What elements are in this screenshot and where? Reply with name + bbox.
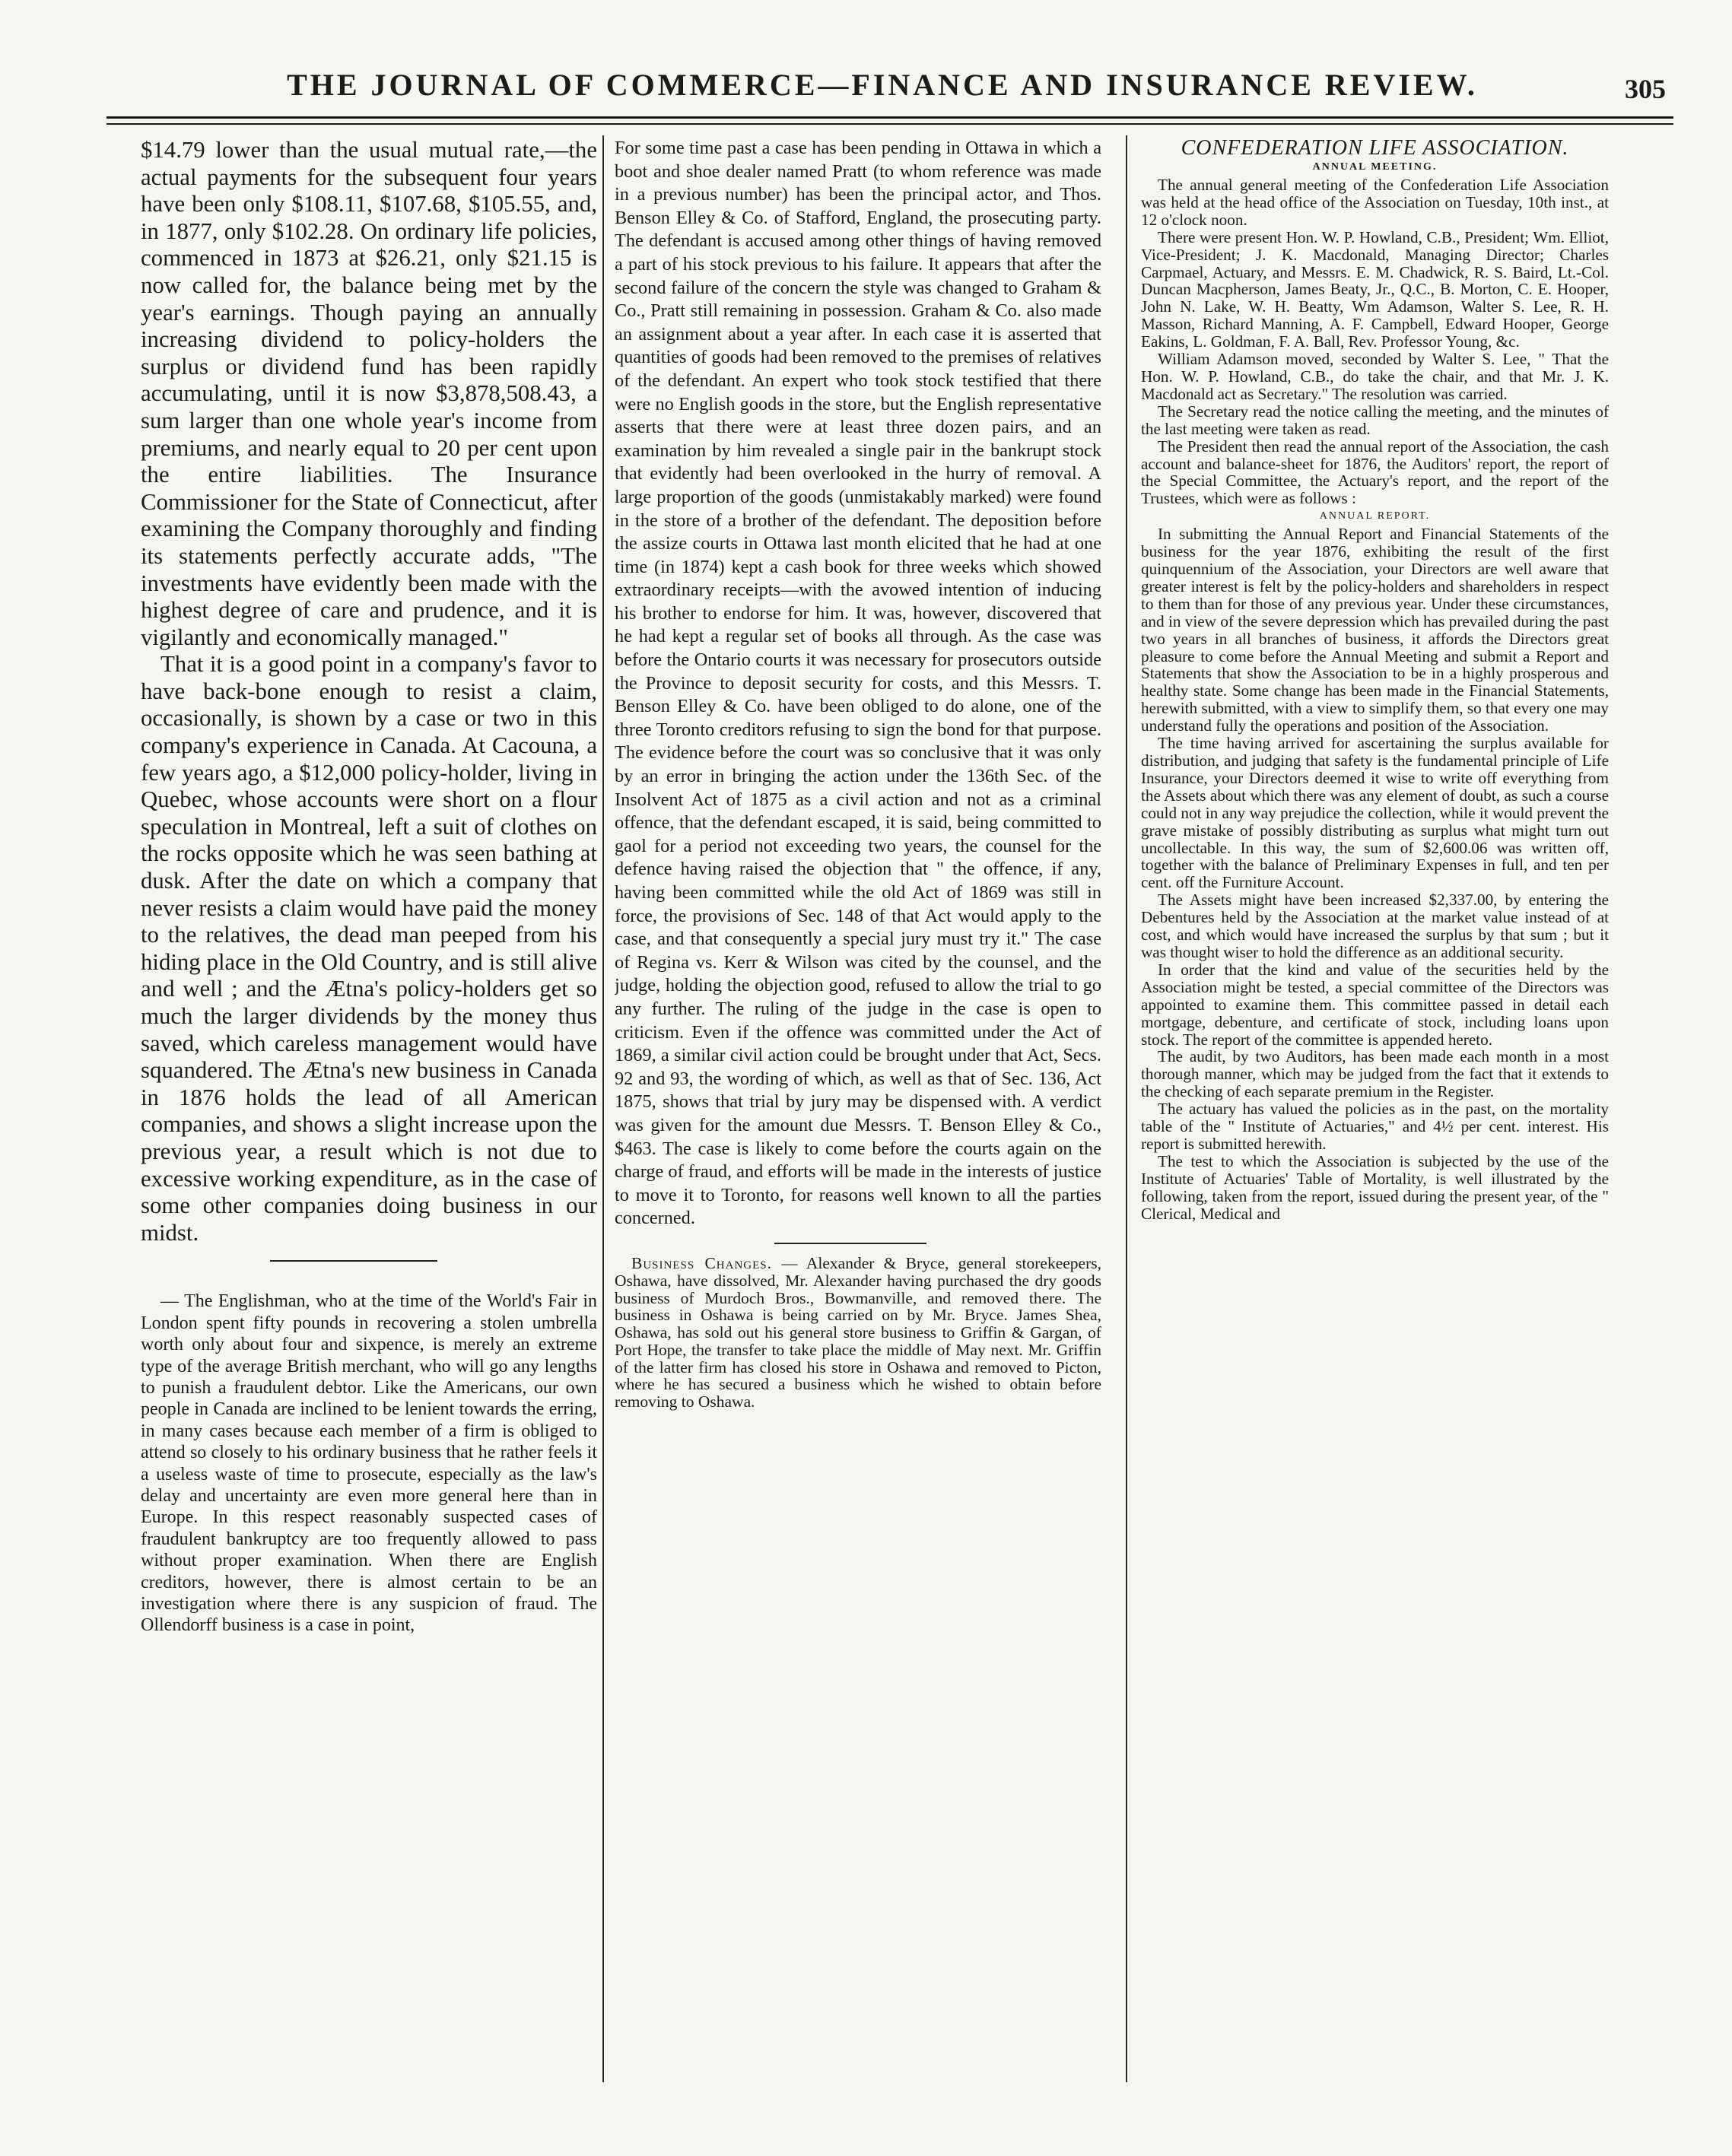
col1-paragraph-3: — The Englishman, who at the time of the World's Fair in London spent fifty pounds in recovering a stolen umbrella worth only about four and sixpence, is merely an extreme type of the average British merchant, who will go any lengths to punish a fraudulent debtor. Like the Americans, our own people in Canada are inclined to be lenient towards the erring, in many cases because each member of a firm is obliged to attend so closely to his ordinary business that he rather feels it a useless waste of time to prosecute, especially as the law's delay and uncertainty are even more general here than in Europe. In this respect reasonably suspected cases of fraudulent bankruptcy are too frequently allowed to pass without proper examination. When there are English creditors, however, there is almost certain to be an investigation where there is any suspicion of fraud. The Ollendorff business is a case in point, [141,1291,597,1636]
col3-paragraph: William Adamson moved, seconded by Walter S. Lee, " That the Hon. W. P. Howland, C.B., do take the chair, and that Mr. J. K. Macdonald act as Secretary." The resolution was carried. [1141,350,1609,403]
col3-report-paragraph: In submitting the Annual Report and Financial Statements of the business for the year 1876, exhibiting the result of the first quinquennium of the Association, your Directors are well aware that greater interest is felt by the policy-holders and shareholders in respect to them than for those of any previous year. Under these circumstances, and in view of the severe depression which has prevailed during the past two years in all branches of business, it affords the Directors great pleasure to come before the Annual Meeting and submit a Report and Statements that show the Association to be in a highly prosperous and healthy state. Some change has been made in the Financial Statements, herewith submitted, with a view to simplify them, so that every one may understand fully the operations and position of the Association. [1141,525,1609,735]
col3-report-paragraph: The actuary has valued the policies as in the past, on the mortality table of the " Institute of Actuaries," and 4½ per cent. interest. His report is submitted herewith. [1141,1100,1609,1153]
column-1 [141,137,597,2114]
page-number: 305 [1625,74,1666,104]
col2-business-changes [615,1255,1101,1411]
col3-report-paragraph: In order that the kind and value of the securities held by the Association might be tested, a special committee of the Directors was appointed to examine them. This committee passed in detail each mortgage, debenture, and certificate of stock, including loans upon stock. The report of the committee is appended hereto. [1141,960,1609,1049]
header-rule-top [106,116,1673,119]
business-changes-text: — Alexander & Bryce, general storekeepers, Oshawa, have dissolved, Mr. Alexander having purchased the dry goods business of Murdoch Bros., Bowmanville, and removed there. The business in Oshawa is being carried on by Mr. Bryce. James Shea, Oshawa, has sold out his general store business to Griffin & Gargan, of Port Hope, the transfer to take place the middle of May next. Mr. Griffin of the latter firm has closed his store in Oshawa and removed to Picton, where he has secured a business which he wished to obtain before removing to Oshawa. [615,1253,1101,1411]
col3-paragraph: The Secretary read the notice calling the meeting, and the minutes of the last meeting were taken as read. [1141,402,1609,438]
article-heading: CONFEDERATION LIFE ASSOCIATION. [1181,137,1569,160]
col3-report-paragraph: The Assets might have been increased $2,337.00, by entering the Debentures held by the Association at the market value instead of at cost, and which would have increased the surplus by that sum ; but it was thought wiser to hold the difference as an additional security. [1141,891,1609,961]
journal-title: THE JOURNAL OF COMMERCE—FINANCE AND INSURANCE REVIEW. [287,68,1478,102]
page-header [99,67,1666,114]
section-separator-2 [774,1243,926,1244]
section-separator [270,1260,437,1262]
annual-report-heading: ANNUAL REPORT. [1319,510,1431,522]
col3-report-paragraph: The time having arrived for ascertaining the surplus available for distribution, and judging that safety is the fundamental principle of Life Insurance, your Directors deemed it wise to write off everything from the Assets about which there was any element of doubt, as such a course could not in any way prejudice the collection, while it would prevent the grave mistake of possibly distributing as surplus what might turn out uncollectable. In this way, the sum of $2,600.06 was written off, together with the balance of Preliminary Expenses in full, and ten per cent. off the Furniture Account. [1141,734,1609,892]
col1-paragraph-2: That it is a good point in a company's favor to have back-bone enough to resist a claim, occasionally, is shown by a case or two in this company's experience in Canada. At Cacouna, a few years ago, a $12,000 policy-holder, living in Quebec, whose accounts were short on a flour speculation in Montreal, left a suit of clothes on the rocks opposite which he was seen bathing at dusk. After the date on which a company that never resists a claim would have paid the money to the relatives, the dead man peeped from his hiding place in the Old Country, and is still alive and well ; and the Ætna's policy-holders get so much the larger dividends by the money thus saved, which careless management would have squandered. The Ætna's new business in Canada in 1876 holds the lead of all American companies, and shows a slight increase upon the previous year, a result which is not due to excessive working expenditure, as in the case of some other companies doing business in our midst. [141,651,597,1246]
col3-report-paragraph: The audit, by two Auditors, has been made each month in a most thorough manner, which may be judged from the fact that it extends to the checking of each separate premium in the Register. [1141,1047,1609,1101]
column-3 [1141,137,1609,2107]
column-divider-2 [1126,135,1127,2082]
article-subheading: ANNUAL MEETING. [1312,161,1438,173]
column-divider-1 [602,135,604,2082]
business-changes-heading: Business Changes. [631,1253,773,1272]
col3-paragraph: There were present Hon. W. P. Howland, C.B., President; Wm. Elliot, Vice-President; J. K. Macdonald, Managing Director; Charles Carpmael, Actuary, and Messrs. E. M. Chadwick, R. S. Baird, Lt.-Col. Duncan Macpherson, James Beaty, Jr., Q.C., B. Morton, C. E. Hooper, John N. Lake, W. H. Beatty, Wm Adamson, Walter S. Lee, R. H. Masson, Richard Manning, A. F. Campbell, Edward Hooper, George Eakins, L. Goldman, F. A. Ball, Rev. Professor Young, &c. [1141,227,1609,351]
col2-paragraph-1: For some time past a case has been pending in Ottawa in which a boot and shoe dealer named Pratt (to whom reference was made in a previous number) has been the principal actor, and Thos. Benson Elley & Co. of Stafford, England, the prosecuting party. The defendant is accused among other things of having removed a part of his stock previous to his failure. It appears that after the second failure of the concern the style was changed to Graham & Co., Pratt still remaining in possession. Graham & Co. also made an assignment about a year after. In each case it is asserted that quantities of goods had been removed to the premises of relatives of the defendant. An expert who took stock testified that there were no English goods in the store, but the English representative asserts that there were at least three dozen pairs, and an examination by him revealed a single pair in the bankrupt stock that evidently had been overlooked in the hurry of removal. A large proportion of the goods (unmistakably marked) were found in the store of a brother of the defendant. The deposition before the assize courts in Ottawa last month elicited that he had at one time (in 1874) kept a cash book for three weeks which showed extraordinary receipts—with the avowed intention of inducing his brother to endorse for him. It was, however, discovered that he had kept a regular set of books all through. As the case was before the Ontario courts it was necessary for prosecutors outside the Province to deposit security for costs, and this Messrs. T. Benson Elley & Co. have been obliged to do alone, one of the three Toronto creditors refusing to sign the bond for that purpose. The evidence before the court was so conclusive that it was only by an error in bringing the action under the 136th Sec. of the Insolvent Act of 1875 as a civil action and not as a criminal offence, that the defendant escaped, it is said, being committed to gaol for a period not exceeding two years, the counsel for the defence having raised the objection that " the offence, if any, having been committed while the old Act of 1869 was still in force, the provisions of Sec. 148 of that Act would apply to the case, and that consequently a special jury must try it." The case of Regina vs. Kerr & Wilson was cited by the counsel, and the judge, holding the objection good, refused to allow the trial to go any further. The ruling of the judge in the case is open to criticism. Even if the offence was committed under the Act of 1869, a similar civil action could be brought under that Act, Secs. 92 and 93, the wording of which, as well as that of Sec. 136, Act 1875, shows that trial by jury may be dispensed with. A verdict was given for the amount due Messrs. T. Benson Elley & Co., $463. The case is likely to come before the courts again on the charge of fraud, and efforts will be made in the interests of justice to move it to Toronto, for reasons well known to all the parties concerned. [615,138,1101,1229]
col3-paragraph: The President then read the annual report of the Association, the cash account and balance-sheet for 1876, the Auditors' report, the report of the Special Committee, the Actuary's report, and the report of the Trustees, which were as follows : [1141,437,1609,508]
col1-paragraph-1: $14.79 lower than the usual mutual rate,—the actual payments for the subsequent four years have been only $108.11, $107.68, $105.55, and, in 1877, only $102.28. On ordinary life policies, commenced in 1873 at $26.21, only $21.15 is now called for, the balance being met by the year's earnings. Though paying an annually increasing dividend to policy-holders the surplus or dividend fund has been rapidly accumulating, until it is now $3,878,508.43, a sum larger than one whole year's income from premiums, and nearly equal to 20 per cent upon the entire liabilities. The Insurance Commissioner for the State of Connecticut, after examining the Company thoroughly and finding its statements perfectly accurate adds, "The investments have evidently been made with the highest degree of care and prudence, and it is vigilantly and economically managed." [141,137,597,650]
column-2 [615,137,1101,2107]
header-rule-bottom [106,123,1673,125]
col3-paragraph: The annual general meeting of the Confederation Life Association was held at the head office of the Association on Tuesday, 10th inst., at 12 o'clock noon. [1141,176,1609,229]
col3-report-paragraph: The test to which the Association is subjected by the use of the Institute of Actuaries' Table of Mortality, is well illustrated by the following, taken from the report, issued during the present year, of the " Clerical, Medical and [1141,1151,1609,1223]
